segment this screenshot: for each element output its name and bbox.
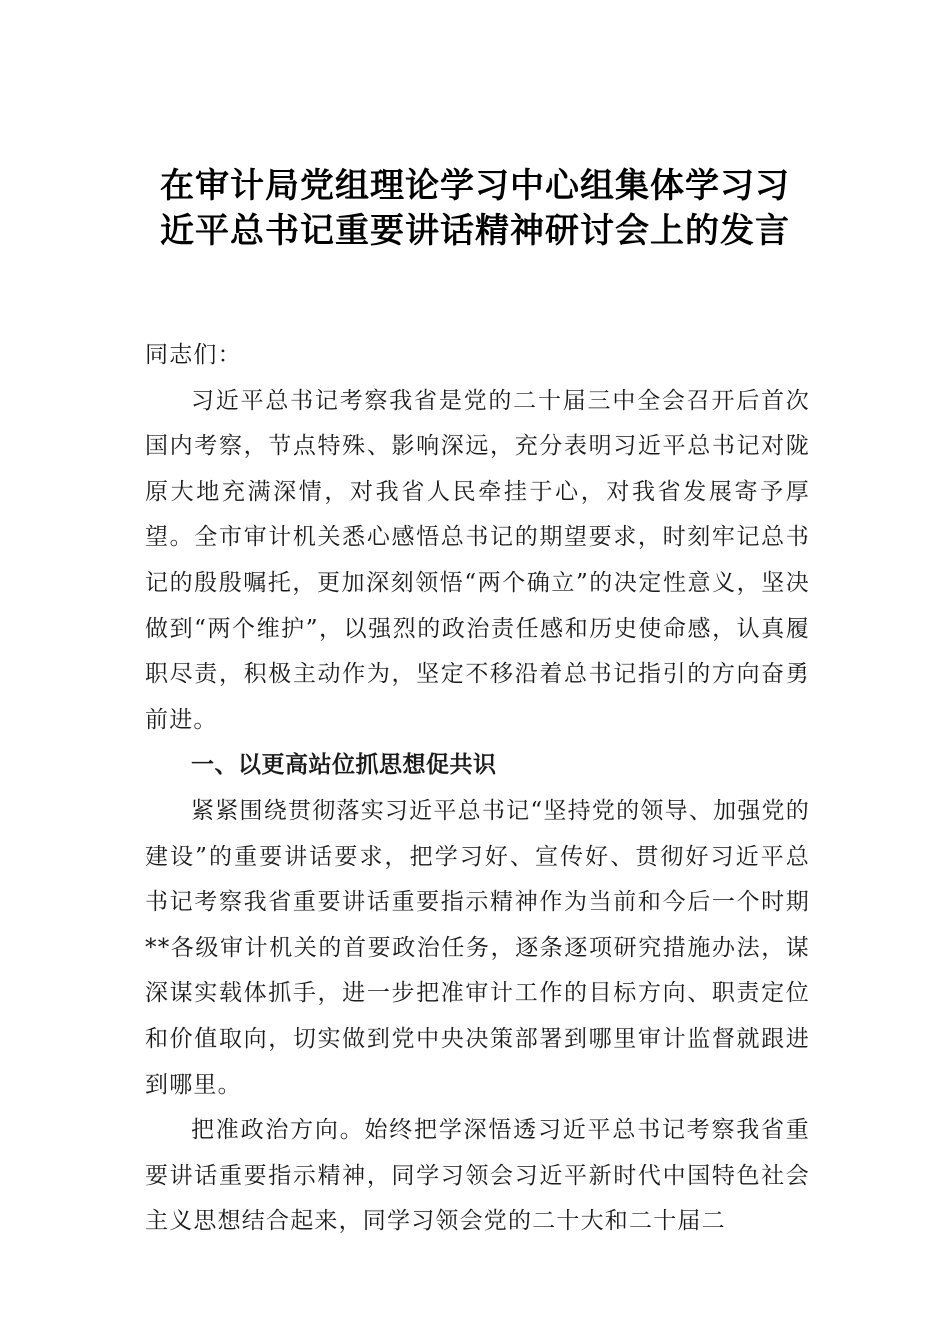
paragraph-section-1: 紧紧围绕贯彻落实习近平总书记“坚持党的领导、加强党的建设”的重要讲话要求，把学习好、宣传好、贯彻好习近平总书记考察我省重要讲话重要指示精神作为当前和今后一个时期**各级审计机关的首要政治任务，逐条逐项研究措施办法，谋深谋实载体抓手，进一步把准审计工作的目标方向、职责定位和价值取向，切实做到党中央决策部署到哪里审计监督就跟进到哪里。 (145, 797, 810, 1098)
document-title-line-2: 近平总书记重要讲话精神研讨会上的发言 (160, 211, 790, 251)
document-body (145, 333, 810, 1245)
paragraph-political-direction: 把准政治方向。始终把学深悟透习近平总书记考察我省重要讲话重要指示精神，同学习领会习近平新时代中国特色社会主义思想结合起来，同学习领会党的二十大和二十届二 (145, 1117, 810, 1235)
document-title-line-1: 在审计局党组理论学习中心组集体学习习 (160, 166, 790, 206)
salutation: 同志们： (145, 342, 242, 368)
paragraph-intro: 习近平总书记考察我省是党的二十届三中全会召开后首次国内考察，节点特殊、影响深远，充分表明习近平总书记对陇原大地充满深情，对我省人民牵挂于心，对我省发展寄予厚望。全市审计机关悉心感悟总书记的期望要求，时刻牢记总书记的殷殷嘱托，更加深刻领悟“两个确立”的决定性意义，坚决做到“两个维护”，以强烈的政治责任感和历史使命感，认真履职尽责，积极主动作为，坚定不移沿着总书记指引的方向奋勇前进。 (145, 387, 810, 733)
section-heading-1: 一、以更高站位抓思想促共识 (191, 752, 497, 779)
